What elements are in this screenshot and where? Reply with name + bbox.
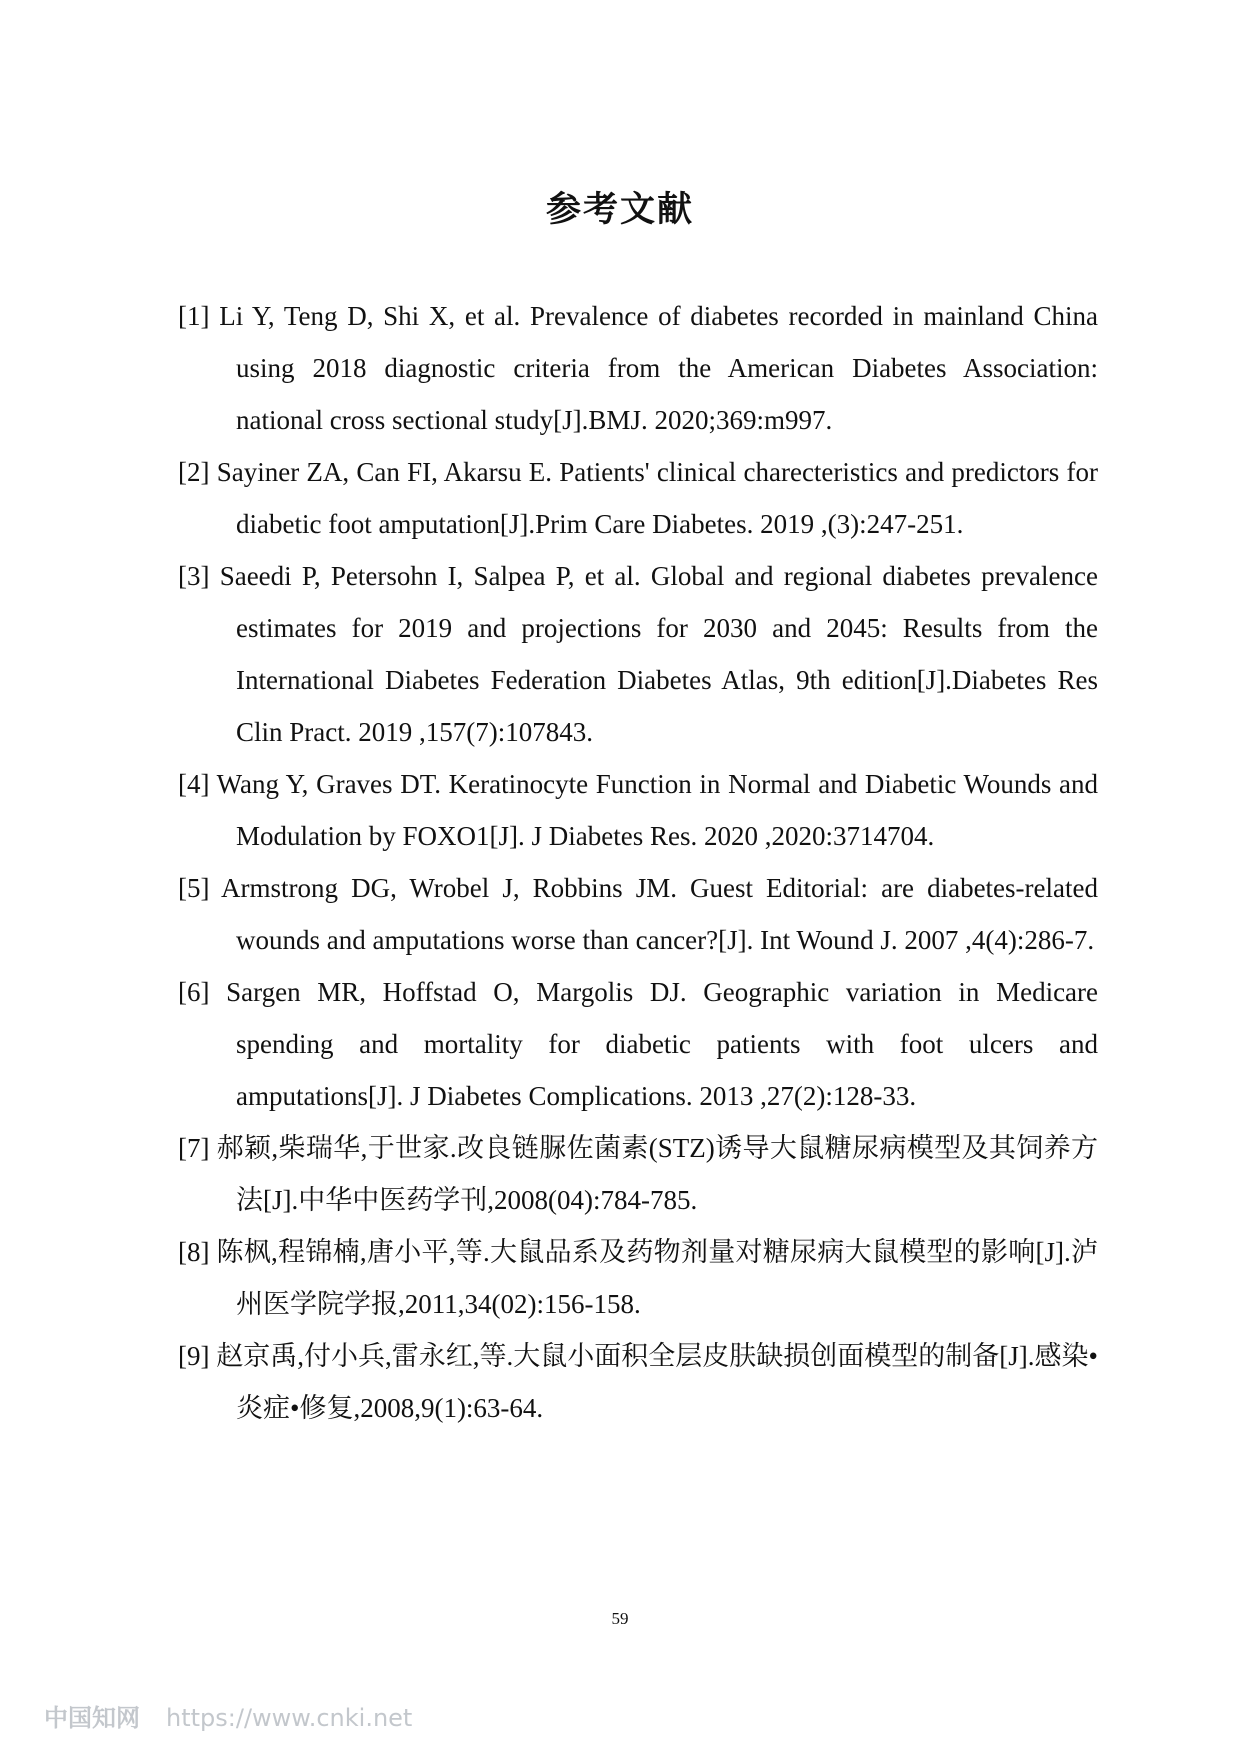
- reference-text: 郝颖,柴瑞华,于世家.改良链脲佐菌素(STZ)诱导大鼠糖尿病模型及其饲养方法[J].中华中医药学刊,2008(04):784-785.: [216, 1133, 1099, 1215]
- reference-item: [178, 1330, 1098, 1434]
- reference-number: [8]: [178, 1237, 210, 1267]
- reference-item: [178, 446, 1098, 550]
- watermark-url: https://www.cnki.net: [166, 1704, 413, 1732]
- reference-list: [178, 290, 1098, 1434]
- reference-number: [7]: [178, 1133, 210, 1163]
- reference-item: [178, 290, 1098, 446]
- reference-number: [5]: [178, 873, 210, 903]
- reference-text: Li Y, Teng D, Shi X, et al. Prevalence of diabetes recorded in mainland China using 2018 diagnostic criteria from the American Diabetes Association: national cross sectional study[J].BMJ. 2020;369:m997.: [219, 301, 1099, 435]
- reference-item: [178, 966, 1098, 1122]
- page-number: 59: [611, 1609, 629, 1628]
- cnki-watermark: [44, 1698, 412, 1733]
- page-title: 参考文献: [545, 190, 694, 230]
- reference-item: [178, 758, 1098, 862]
- reference-number: [9]: [178, 1341, 210, 1371]
- reference-item: [178, 1122, 1098, 1226]
- reference-number: [1]: [178, 301, 210, 331]
- reference-number: [3]: [178, 561, 210, 591]
- reference-text: Saeedi P, Petersohn I, Salpea P, et al. Global and regional diabetes prevalence estimates for 2019 and projections for 2030 and 2045: Results from the International Diabetes Federation Diabetes Atlas, 9th edition[J].Diabetes Res Clin Pract. 2019 ,157(7):107843.: [219, 561, 1098, 747]
- reference-number: [6]: [178, 977, 210, 1007]
- reference-item: [178, 1226, 1098, 1330]
- reference-text: Sayiner ZA, Can FI, Akarsu E. Patients' clinical charecteristics and predictors for diabetic foot amputation[J].Prim Care Diabetes. 2019 ,(3):247-251.: [216, 457, 1099, 539]
- reference-item: [178, 862, 1098, 966]
- reference-number: [2]: [178, 457, 210, 487]
- reference-text: 赵京禹,付小兵,雷永红,等.大鼠小面积全层皮肤缺损创面模型的制备[J].感染•炎症•修复,2008,9(1):63-64.: [216, 1341, 1099, 1423]
- reference-text: Wang Y, Graves DT. Keratinocyte Function in Normal and Diabetic Wounds and Modulation by FOXO1[J]. J Diabetes Res. 2020 ,2020:3714704.: [216, 769, 1098, 851]
- reference-text: Armstrong DG, Wrobel J, Robbins JM. Guest Editorial: are diabetes-related wounds and amputations worse than cancer?[J]. Int Wound J. 2007 ,4(4):286-7.: [221, 873, 1098, 955]
- reference-item: [178, 550, 1098, 758]
- reference-number: [4]: [178, 769, 210, 799]
- reference-text: 陈枫,程锦楠,唐小平,等.大鼠品系及药物剂量对糖尿病大鼠模型的影响[J].泸州医学院学报,2011,34(02):156-158.: [216, 1237, 1098, 1319]
- reference-text: Sargen MR, Hoffstad O, Margolis DJ. Geographic variation in Medicare spending and mortality for diabetic patients with foot ulcers and amputations[J]. J Diabetes Complications. 2013 ,27(2):128-33.: [226, 977, 1099, 1111]
- watermark-brand: 中国知网: [44, 1704, 140, 1732]
